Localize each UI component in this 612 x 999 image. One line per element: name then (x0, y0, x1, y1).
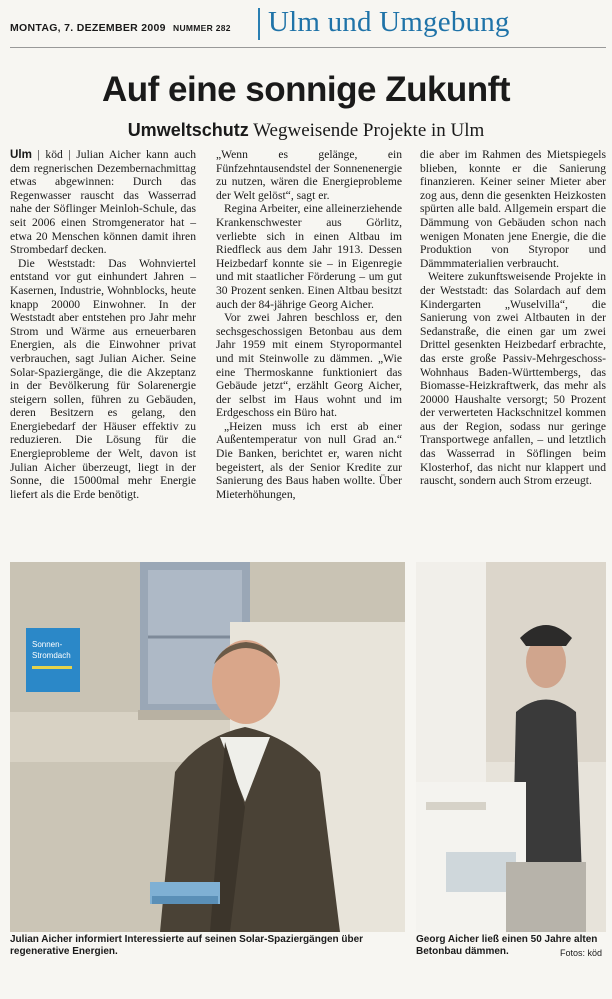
article-headline: Auf eine sonnige Zukunft (102, 70, 510, 109)
article-paragraph: „Wenn es gelänge, ein Fünfzehntausendstel der Sonnenenergie zu nutzen, wären die Energieprobleme der Welt gelöst“, sagt er. (216, 148, 402, 202)
article-kicker: Umweltschutz (127, 120, 249, 140)
masthead (0, 0, 612, 44)
article-byline: köd (45, 148, 63, 161)
photo-caption: Georg Aicher ließ einen 50 Jahre alten Betonbau dämmen. (416, 934, 598, 957)
photo-georg-aicher-image (416, 562, 606, 932)
article-paragraph: Weitere zukunftsweisende Projekte in der Weststadt: das Solardach auf dem Kindergarten „Wuselvilla“, die Sanierung von zwei Altbauten in der Sedanstraße, die einen gar um zwei Drittel gesenkten Heizbedarf erbrachte, das erste große Passiv-Mehrgeschoss-Wohnhaus Baden-Württembergs, das Biomasse-Heizkraftwerk, das mehr als 20000 Haushalte versorgt; 50 Prozent der verwerteten Hackschnitzel kommen aus der Region, sodass nur geringe Transportwege anfallen, – und letztlich das Wasserrad in Söflingen beim Klosterhof, das nicht nur klappert und rauscht, sondern auch Strom erzeugt. (420, 270, 606, 488)
article-column-2 (216, 148, 402, 501)
article-column-1 (10, 148, 196, 501)
article-paragraph: „Heizen muss ich erst ab einer Außentemperatur von null Grad an.“ Die Banken, berichtet er, waren nicht begeistert, als der Senior Kredite zur Sanierung des Baus haben wollte. Über Mieterhöhungen, (216, 419, 402, 501)
article-paragraph: Die Weststadt: Das Wohnviertel entstand vor gut einhundert Jahren – Kasernen, Industrie, Wohnblocks, heute knapp 20000 Einwohner. In der Weststadt aber entstehen pro Jahr mehr Strom und Wärme aus erneuerbaren Energien, als die Einwohner privat verbrauchen, sagt Julian Aicher. Seine Solar-Spaziergänge, die die Akzeptanz in der Bevölkerung für Solarenergie steigern sollen, führen zu Gebäuden, deren Besitzern es gelang, den Energiebedarf der Häuser effektiv zu reduzieren. Die Lösung für die Energieprobleme der Welt, davon ist Julian Aicher überzeugt, liegt in der Sonne, die 15000mal mehr Energie liefert als die Erde benötigt. (10, 256, 196, 501)
article-paragraph: die aber im Rahmen des Mietspiegels blieben, konnte er die Sanierung finanzieren. Keiner seiner Mieter aber zog aus, denn die gesenkten Heizkosten spürten alle bald. Allgemein erspart die Dämmung von Gebäuden schon nach wenigen Monaten jene Energie, die die Produktion von Styropor und Dämmmaterialien verbraucht. (420, 148, 606, 270)
article-column-3 (420, 148, 606, 488)
issue-dateline (10, 22, 231, 34)
svg-text:Stromdach: Stromdach (32, 651, 71, 660)
article-subtitle: Wegweisende Projekte in Ulm (253, 120, 485, 141)
svg-text:Sonnen-: Sonnen- (32, 640, 63, 649)
article-paragraph: Ulm | köd | Julian Aicher kann auch dem regnerischen Dezembernachmittag etwas abgewinnen: Durch das Regenwasser rauscht das Wasserrad nahe der Söflinger Meinloh-Schule, das seit 2006 einen Stromgenerator hat – etwa 20 Menschen können damit ihren Strombedarf decken. (10, 148, 197, 257)
header-rule (10, 47, 606, 48)
section-divider (258, 8, 260, 40)
photo-julian-aicher (10, 562, 405, 932)
section-title: Ulm und Umgebung (268, 6, 510, 38)
issue-date: MONTAG, 7. DEZEMBER 2009 (10, 22, 166, 34)
photo-caption: Julian Aicher informiert Interessierte auf seinen Solar-Spaziergängen über regenerative Energien. (10, 934, 364, 957)
article-paragraph: Regina Arbeiter, eine alleinerziehende Krankenschwester aus Görlitz, verliebte sich in einen Altbau im Riedfleck aus dem Jahr 1913. Dessen Heizbedarf konnte sie – in Eigenregie und mit staatlicher Förderung – um gut 30 Prozent senken. Einen Altbau besitzt auch der 84-jährige Georg Aicher. (216, 202, 402, 311)
issue-number: NUMMER 282 (173, 23, 231, 33)
article-subhead (0, 120, 612, 142)
photo-credit: Fotos: köd (560, 948, 603, 958)
photo-julian-aicher-image (10, 562, 405, 932)
photo-georg-aicher (416, 562, 606, 932)
article-paragraph: Vor zwei Jahren beschloss er, den sechsgeschossigen Betonbau aus dem Jahr 1959 mit einem Styropormantel und mit Steinwolle zu dämmen. „Wie eine Thermoskanne funktioniert das Gebäude jetzt“, erzählt Georg Aicher, der selbst im Haus wohnt und im Erdgeschoss ein Büro hat. (216, 311, 402, 420)
article-dateline: Ulm (10, 148, 32, 161)
